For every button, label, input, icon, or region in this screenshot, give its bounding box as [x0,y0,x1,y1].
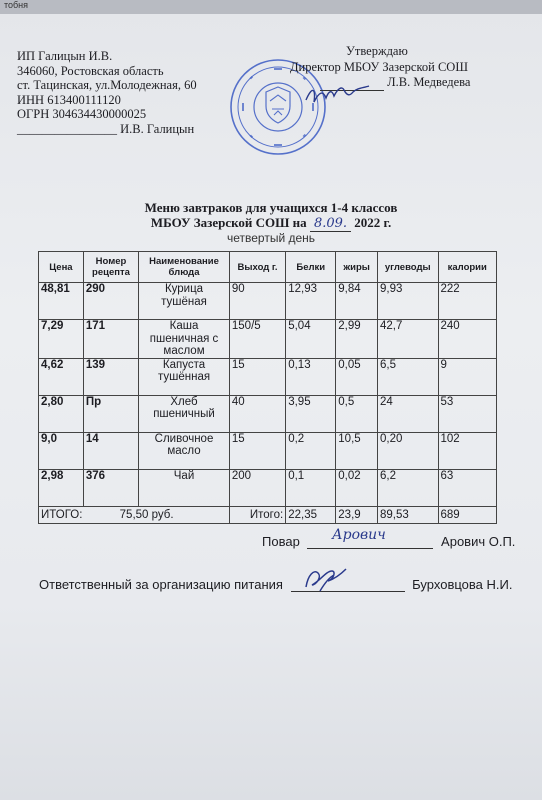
table-row [39,283,497,320]
cell-carbs: 24 [378,395,439,432]
menu-title-prefix: МБОУ Зазерской СОШ на [150,215,307,230]
cell-calories: 9 [438,358,497,395]
cell-proteins: 3,95 [286,395,336,432]
director-signature-icon [303,82,375,108]
cell-fats: 9,84 [336,283,378,320]
cell-output: 40 [229,395,285,432]
cell-calories: 53 [438,395,497,432]
responsible-row [39,577,512,592]
cell-price: 7,29 [39,320,84,359]
total-label-2: Итого: [229,506,285,523]
top-edge-band [0,0,542,14]
cell-carbs: 42,7 [378,320,439,359]
cell-price: 4,62 [39,358,84,395]
cell-output: 200 [229,469,285,506]
supplier-block [17,49,197,137]
cell-dish-name: Капуста тушённая [139,358,230,395]
cell-fats: 0,05 [336,358,378,395]
header-price: Цена [39,252,84,283]
top-text-fragment: тобня [4,0,29,10]
cell-fats: 2,99 [336,320,378,359]
menu-title-line-2 [0,215,542,231]
cook-row [262,534,515,549]
cell-carbs: 6,2 [378,469,439,506]
cell-output: 150/5 [229,320,285,359]
cell-dish-name: Каша пшеничная с маслом [139,320,230,359]
menu-title-line-1: Меню завтраков для учащихся 1-4 классов [144,200,398,215]
cell-proteins: 0,13 [286,358,336,395]
total-carbs: 89,53 [378,506,439,523]
cell-proteins: 0,2 [286,432,336,469]
cell-carbs: 6,5 [378,358,439,395]
table-header-row [39,252,497,283]
supplier-ogrn: ОГРН 304634430000025 [17,107,147,122]
table-row [39,320,497,359]
cook-label: Повар [262,534,300,549]
cell-recipe: 171 [83,320,138,359]
cell-dish-name: Хлеб пшеничный [139,395,230,432]
cell-price: 2,80 [39,395,84,432]
menu-date-handwritten: 8.09. [310,216,351,232]
header-calories: калории [438,252,497,283]
menu-day: четвертый день [226,231,316,245]
total-label: ИТОГО: [41,508,83,521]
table-total-row [39,506,497,523]
header-carbs: углеводы [378,252,439,283]
cell-recipe: 376 [83,469,138,506]
supplier-address-2: ст. Тацинская, ул.Молодежная, 60 [17,78,197,93]
table-row [39,358,497,395]
responsible-signature-icon [300,565,352,595]
header-dish-name: Наименование блюда [139,252,230,283]
cell-fats: 0,02 [336,469,378,506]
cell-fats: 10,5 [336,432,378,469]
cell-proteins: 0,1 [286,469,336,506]
header-proteins: Белки [286,252,336,283]
cell-carbs: 9,93 [378,283,439,320]
cell-output: 15 [229,358,285,395]
cell-proteins: 12,93 [286,283,336,320]
table-row [39,395,497,432]
cell-proteins: 5,04 [286,320,336,359]
cell-dish-name: Чай [139,469,230,506]
supplier-address-1: 346060, Ростовская область [17,63,164,78]
total-calories: 689 [438,506,497,523]
cell-price: 9,0 [39,432,84,469]
cell-carbs: 0,20 [378,432,439,469]
cell-output: 90 [229,283,285,320]
cell-price: 48,81 [39,283,84,320]
cell-calories: 240 [438,320,497,359]
cell-dish-name: Курица тушёная [139,283,230,320]
supplier-inn: ИНН 613400111120 [17,92,121,107]
table-row [39,469,497,506]
cell-calories: 222 [438,283,497,320]
cell-output: 15 [229,432,285,469]
cell-price: 2,98 [39,469,84,506]
table-row [39,432,497,469]
menu-table [38,251,497,524]
total-price-cell [39,506,230,523]
cell-calories: 63 [438,469,497,506]
cell-recipe: 139 [83,358,138,395]
approval-title: Утверждаю [346,44,408,58]
total-fats: 23,9 [336,506,378,523]
responsible-name: Бурховцова Н.И. [412,577,513,592]
director-name: Л.В. Медведева [387,75,471,89]
responsible-label: Ответственный за организацию питания [39,577,283,592]
cook-name: Арович О.П. [441,534,516,549]
header-output: Выход г. [229,252,285,283]
total-amount: 75,50 руб. [119,508,174,521]
header-recipe: Номер рецепта [83,252,138,283]
cell-calories: 102 [438,432,497,469]
cell-fats: 0,5 [336,395,378,432]
cell-recipe: 14 [83,432,138,469]
cell-recipe: Пр [83,395,138,432]
supplier-name: ИП Галицын И.В. [17,49,113,63]
cell-dish-name: Сливочное масло [139,432,230,469]
header-fats: жиры [336,252,378,283]
cell-recipe: 290 [83,283,138,320]
total-proteins: 22,35 [286,506,336,523]
menu-year: 2022 г. [354,215,392,230]
approval-position: Директор МБОУ Зазерской СОШ [290,59,468,74]
supplier-signature-line: ________________ И.В. Галицын [17,121,195,136]
cook-signature: Арович [332,527,386,543]
